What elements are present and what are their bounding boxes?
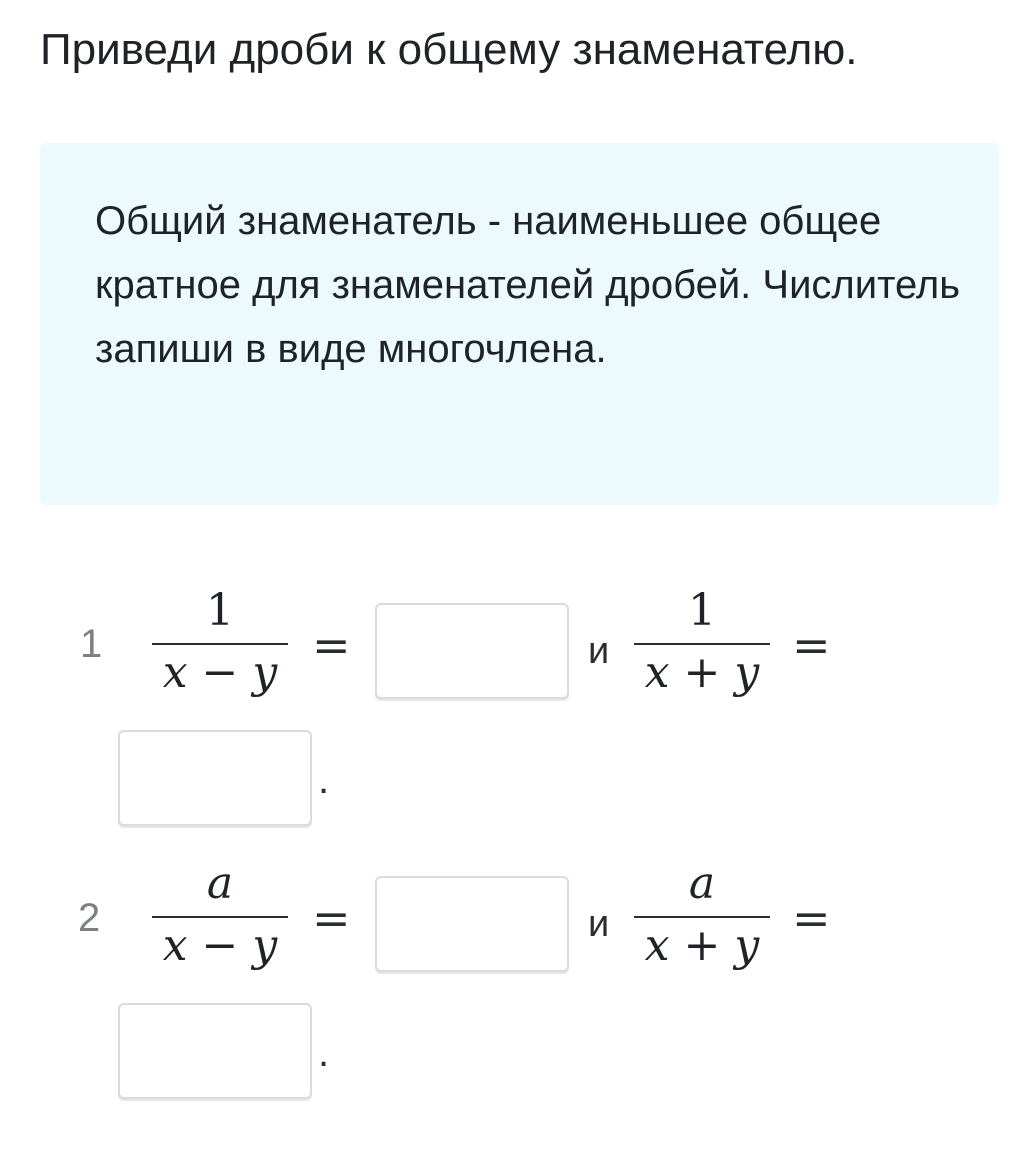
numerator: a [688,858,716,909]
row-number: 1 [80,622,103,666]
fraction-bar [152,916,288,918]
fraction-bar [634,643,770,645]
equals-sign: = [312,618,351,672]
denominator: x − y [162,647,278,698]
hint-panel [40,143,999,505]
fraction-2-left [150,858,290,978]
row-number: 2 [78,896,101,940]
equals-sign: = [792,891,831,945]
denominator: x + y [644,920,760,971]
denominator: x − y [162,920,278,971]
period: . [318,1031,330,1075]
equals-sign: = [792,618,831,672]
fraction-bar [634,916,770,918]
fraction-1-left [150,585,290,705]
answer-input-2b[interactable] [118,1003,312,1099]
answer-input-1a[interactable] [375,603,569,699]
numerator: 1 [688,585,716,636]
answer-input-1b[interactable] [118,730,312,826]
fraction-1-right [632,585,772,705]
conjunction: и [588,903,610,945]
numerator: a [206,858,234,909]
answer-input-2a[interactable] [375,876,569,972]
denominator: x + y [644,647,760,698]
fraction-2-right [632,858,772,978]
period: . [318,758,330,802]
task-title: Приведи дроби к общему знаменателю. [40,25,858,74]
hint-text: Общий знаменатель - наименьшее общее кратное для знаменателей дробей. Числитель запиши в виде многочлена. [95,199,961,371]
conjunction: и [588,630,610,672]
equals-sign: = [312,891,351,945]
fraction-bar [152,643,288,645]
numerator: 1 [206,585,234,636]
